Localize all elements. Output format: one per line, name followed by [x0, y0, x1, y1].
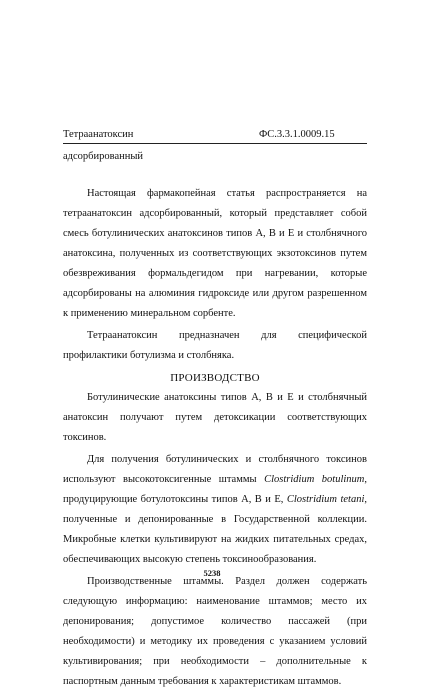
header-rule [63, 143, 367, 144]
toxin-text-1: Для получения ботулинических и столбнячного токсинов используют высокотоксигенные штаммы [63, 454, 367, 485]
page-number: 5238 [203, 568, 221, 578]
production-paragraph: Ботулинические анатоксины типов А, В и Е и столбнячный анатоксин получают путем детоксикации соответствующих токсинов. [63, 392, 367, 443]
toxin-text-3: , полученные и депонированные в Государственной коллекции. Микробные клетки культивируют на жидких питательных средах, обеспечивающих высокую степень токсинообразования. [63, 494, 367, 565]
intro-paragraph: Настоящая фармакопейная статья распространяется на тетраанатоксин адсорбированный, который представляет собой смесь ботулинических анатоксинов типов А, В и Е и столбнячного анатоксина, полученных из соответствующих экзотоксинов путем обезвреживания формальдегидом при нагревании, которые адсорбированы на алюминия гидроксиде или другом разрешенном к применению минеральном сорбенте. [63, 188, 367, 319]
monograph-title: Тетраанатоксин [63, 129, 134, 140]
toxin-text-2: , продуцирующие ботулотоксины типов А, В и Е, [63, 474, 368, 505]
species-name: Clostridium tetani [286, 494, 365, 505]
section-heading: ПРОИЗВОДСТВО [170, 372, 260, 384]
monograph-code: ФС.3.3.1.0009.15 [259, 129, 335, 140]
purpose-paragraph: Тетраанатоксин предназначен для специфической профилактики ботулизма и столбняка. [63, 330, 367, 361]
species-name: Clostridium botulinum [264, 474, 365, 485]
toxin-paragraph [63, 450, 367, 570]
document-body [63, 184, 367, 694]
monograph-title-continued: адсорбированный [63, 151, 144, 162]
strains-paragraph: Производственные штаммы. Раздел должен содержать следующую информацию: наименование штаммов; место их депонирования; допустимое количество пассажей (при необходимости) и методику их проведения с указанием условий культивирования; при необходимости – дополнительные к паспортным данным требования к характеристикам штаммов. [63, 576, 367, 687]
